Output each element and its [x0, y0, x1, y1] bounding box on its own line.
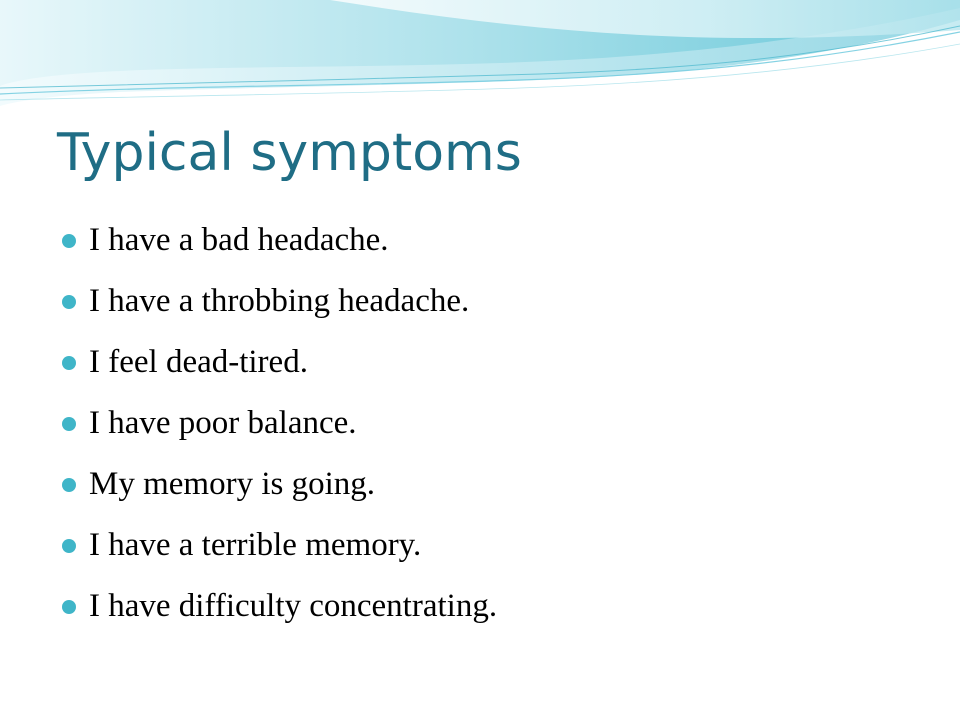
list-item	[62, 393, 497, 454]
list-item-text: I have a terrible memory.	[89, 527, 422, 563]
list-item-text: I have a throbbing headache.	[89, 283, 470, 319]
bullet-dot-icon	[62, 356, 76, 370]
list-item	[62, 515, 497, 576]
list-item	[62, 454, 497, 515]
decorative-wave-banner	[0, 0, 960, 120]
list-item-text: I have difficulty concentrating.	[89, 588, 498, 624]
list-item	[62, 271, 497, 332]
slide-title: Typical symptoms	[57, 123, 522, 183]
symptom-list	[62, 210, 497, 637]
list-item-text: I have a bad headache.	[89, 222, 389, 258]
bullet-dot-icon	[62, 600, 76, 614]
list-item	[62, 332, 497, 393]
bullet-dot-icon	[62, 295, 76, 309]
list-item	[62, 576, 497, 637]
bullet-dot-icon	[62, 417, 76, 431]
bullet-dot-icon	[62, 478, 76, 492]
list-item-text: I have poor balance.	[89, 405, 357, 441]
bullet-dot-icon	[62, 539, 76, 553]
list-item-text: My memory is going.	[89, 466, 375, 502]
bullet-dot-icon	[62, 234, 76, 248]
list-item	[62, 210, 497, 271]
list-item-text: I feel dead-tired.	[89, 344, 308, 380]
